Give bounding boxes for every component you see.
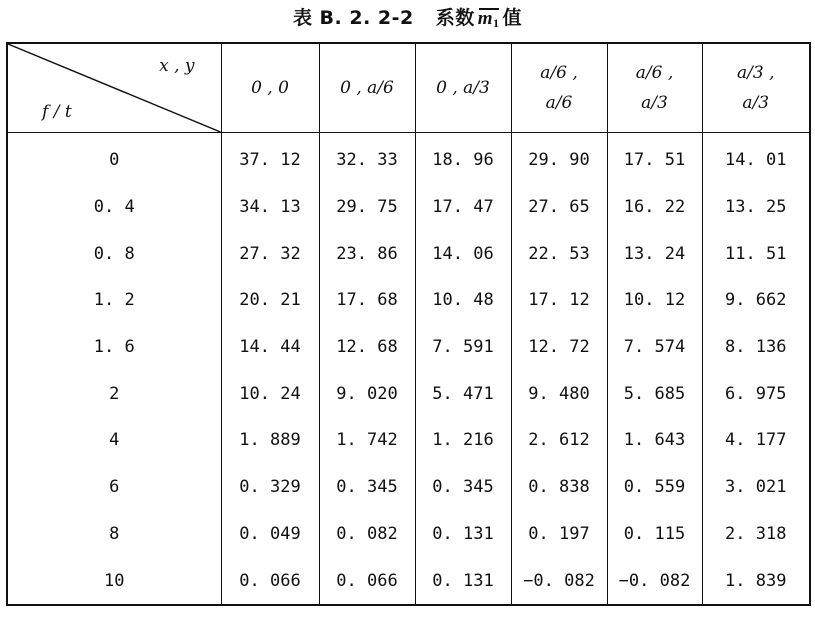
value-cell: 14. 44	[221, 324, 319, 371]
row-label-cell: 4	[7, 417, 221, 464]
value-cell: 1. 742	[319, 417, 415, 464]
column-header	[607, 43, 702, 133]
column-header	[415, 43, 511, 133]
row-axis-label: f / t	[42, 102, 72, 122]
value-cell: 0. 131	[415, 511, 511, 558]
coefficient-table	[6, 42, 811, 606]
value-cell: 9. 480	[511, 370, 607, 417]
table-row	[7, 464, 810, 511]
column-header-line1: a/3 ,	[737, 63, 775, 83]
row-label-cell: 2	[7, 370, 221, 417]
coefficient-symbol	[478, 5, 500, 37]
value-cell: 23. 86	[319, 230, 415, 277]
column-header-line1: 0 , a/6	[340, 78, 394, 98]
value-cell: 7. 574	[607, 324, 702, 371]
value-cell: 1. 643	[607, 417, 702, 464]
value-cell: 10. 12	[607, 277, 702, 324]
value-cell: 14. 06	[415, 230, 511, 277]
value-cell: 37. 12	[221, 133, 319, 184]
value-cell: 9. 020	[319, 370, 415, 417]
table-row	[7, 133, 810, 184]
value-cell: 16. 22	[607, 184, 702, 231]
table-row	[7, 277, 810, 324]
header-row	[7, 43, 810, 133]
corner-cell	[7, 43, 221, 133]
value-cell: −0. 082	[511, 557, 607, 605]
column-header-line2: a/3	[742, 93, 770, 113]
value-cell: 0. 082	[319, 511, 415, 558]
row-label-cell: 0	[7, 133, 221, 184]
value-cell: 17. 68	[319, 277, 415, 324]
column-header-line1: a/6 ,	[540, 63, 578, 83]
value-cell: 6. 975	[702, 370, 810, 417]
value-cell: 0. 345	[415, 464, 511, 511]
value-cell: 4. 177	[702, 417, 810, 464]
column-header-line2: a/6	[545, 93, 573, 113]
value-cell: 1. 839	[702, 557, 810, 605]
value-cell: 3. 021	[702, 464, 810, 511]
value-cell: 34. 13	[221, 184, 319, 231]
column-header	[511, 43, 607, 133]
value-cell: 22. 53	[511, 230, 607, 277]
value-cell: 0. 838	[511, 464, 607, 511]
value-cell: 20. 21	[221, 277, 319, 324]
value-cell: 0. 329	[221, 464, 319, 511]
value-cell: 5. 685	[607, 370, 702, 417]
column-header-line1: 0 , a/3	[436, 78, 490, 98]
value-cell: 7. 591	[415, 324, 511, 371]
value-cell: 14. 01	[702, 133, 810, 184]
row-label-cell: 8	[7, 511, 221, 558]
row-label-cell: 0. 4	[7, 184, 221, 231]
value-cell: 1. 889	[221, 417, 319, 464]
table-caption	[0, 4, 815, 37]
value-cell: 27. 65	[511, 184, 607, 231]
column-header	[221, 43, 319, 133]
table-row	[7, 370, 810, 417]
value-cell: 13. 25	[702, 184, 810, 231]
value-cell: 17. 51	[607, 133, 702, 184]
table-row	[7, 324, 810, 371]
value-cell: 29. 75	[319, 184, 415, 231]
value-cell: −0. 082	[607, 557, 702, 605]
table-body	[7, 133, 810, 605]
value-cell: 2. 318	[702, 511, 810, 558]
value-cell: 0. 345	[319, 464, 415, 511]
value-cell: 0. 066	[221, 557, 319, 605]
value-cell: 17. 47	[415, 184, 511, 231]
row-label-cell: 1. 2	[7, 277, 221, 324]
value-cell: 12. 68	[319, 324, 415, 371]
table-row	[7, 511, 810, 558]
table-row	[7, 557, 810, 605]
value-cell: 9. 662	[702, 277, 810, 324]
value-cell: 27. 32	[221, 230, 319, 277]
value-cell: 11. 51	[702, 230, 810, 277]
column-header	[702, 43, 810, 133]
value-cell: 10. 24	[221, 370, 319, 417]
value-cell: 18. 96	[415, 133, 511, 184]
value-cell: 29. 90	[511, 133, 607, 184]
row-label-cell: 1. 6	[7, 324, 221, 371]
value-cell: 0. 131	[415, 557, 511, 605]
value-cell: 10. 48	[415, 277, 511, 324]
value-cell: 2. 612	[511, 417, 607, 464]
value-cell: 8. 136	[702, 324, 810, 371]
value-cell: 1. 216	[415, 417, 511, 464]
coefficient-symbol-letter: m	[477, 8, 494, 29]
table-row	[7, 230, 810, 277]
value-cell: 13. 24	[607, 230, 702, 277]
row-label-cell: 0. 8	[7, 230, 221, 277]
column-axis-label: x , y	[159, 56, 195, 76]
coefficient-symbol-subscript: 1	[493, 16, 500, 30]
value-cell: 0. 115	[607, 511, 702, 558]
value-cell: 0. 066	[319, 557, 415, 605]
row-label-cell: 10	[7, 557, 221, 605]
column-header-line2: a/3	[641, 93, 668, 113]
table-number: 表 B. 2. 2-2	[292, 7, 414, 29]
value-cell: 32. 33	[319, 133, 415, 184]
table-row	[7, 184, 810, 231]
value-cell: 0. 049	[221, 511, 319, 558]
value-cell: 5. 471	[415, 370, 511, 417]
table-row	[7, 417, 810, 464]
column-header	[319, 43, 415, 133]
column-header-line1: 0 , 0	[251, 78, 289, 98]
caption-text-before: 系数	[435, 7, 475, 29]
row-label-cell: 6	[7, 464, 221, 511]
column-header-line1: a/6 ,	[635, 63, 674, 83]
value-cell: 0. 559	[607, 464, 702, 511]
value-cell: 12. 72	[511, 324, 607, 371]
value-cell: 17. 12	[511, 277, 607, 324]
value-cell: 0. 197	[511, 511, 607, 558]
caption-text-after: 值	[502, 7, 523, 29]
